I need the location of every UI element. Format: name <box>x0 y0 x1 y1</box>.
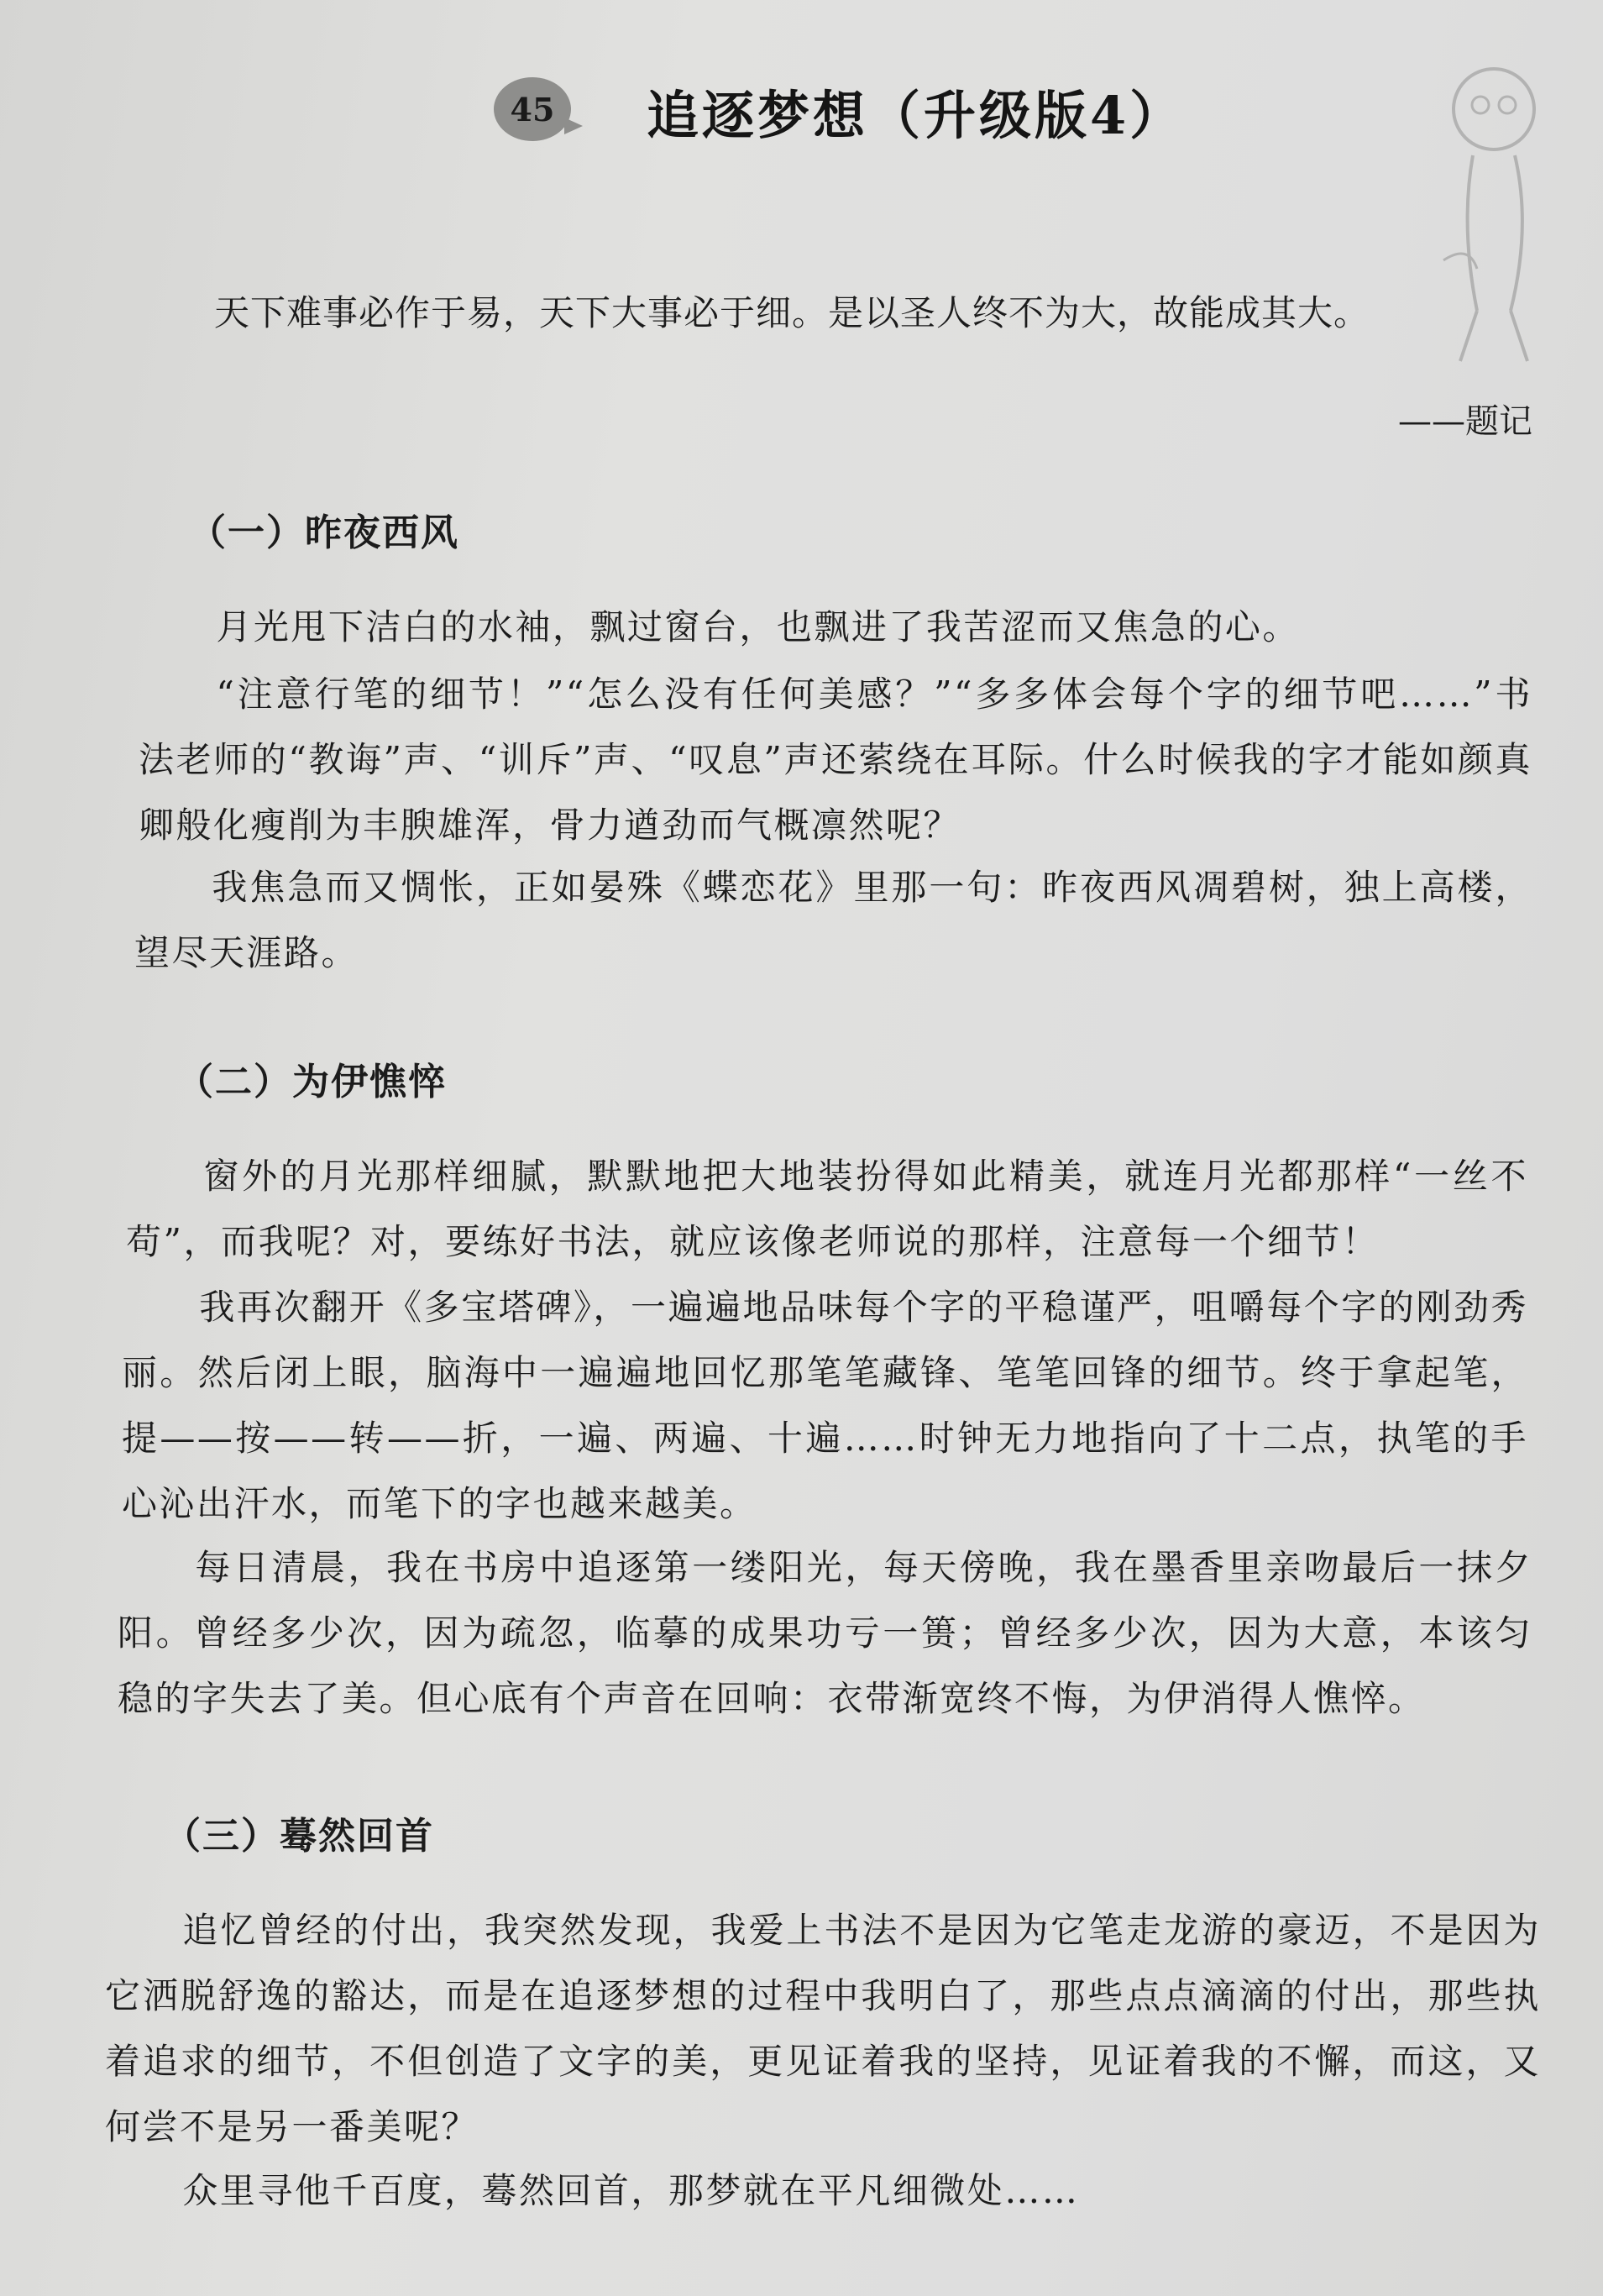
section-heading-1: （一）昨夜西风 <box>189 511 459 554</box>
section-3-paragraph-1: 追忆曾经的付出，我突然发现，我爱上书法不是因为它笔走龙游的豪迈，不是因为它洒脱舒逸的豁达，而是在追逐梦想的过程中我明白了，那些点点滴滴的付出，那些执着追求的细节，不但创造了文字的美，更见证着我的坚持，见证着我的不懈，而这，又何尝不是另一番美呢？ <box>105 1910 1541 2147</box>
section-2-paragraph-1: 窗外的月光那样细腻，默默地把大地装扮得如此精美，就连月光都那样“一丝不苟”，而我呢？对，要练好书法，就应该像老师说的那样，注意每一个细节！ <box>126 1156 1528 1262</box>
section-1-paragraph-3: 我焦急而又惆怅，正如晏殊《蝶恋花》里那一句：昨夜西风凋碧树，独上高楼，望尽天涯路。 <box>134 867 1532 973</box>
chapter-number: 45 <box>510 90 555 128</box>
section-heading-3: （三）蓦然回首 <box>164 1815 434 1858</box>
chapter-header <box>0 59 1603 160</box>
epigraph-text: 天下难事必作于易，天下大事必于细。是以圣人终不为大，故能成其大。 <box>214 292 1370 333</box>
section-3-paragraph-2: 众里寻他千百度，蓦然回首，那梦就在平凡细微处…… <box>182 2170 1080 2211</box>
section-2-paragraph-3: 每日清晨，我在书房中追逐第一缕阳光，每天傍晚，我在墨香里亲吻最后一抹夕阳。曾经多少次，因为疏忽，临摹的成果功亏一篑；曾经多少次，因为大意，本该匀稳的字失去了美。但心底有个声音在回响：衣带渐宽终不悔，为伊消得人憔悴。 <box>118 1547 1532 1719</box>
section-1-paragraph-2: “注意行笔的细节！”“怎么没有任何美感？”“多多体会每个字的细节吧……”书法老师的“教诲”声、“训斥”声、“叹息”声还萦绕在耳际。什么时候我的字才能如颜真卿般化瘦削为丰腴雄浑，骨力遒劲而气概凛然呢？ <box>139 674 1532 846</box>
chapter-number-badge <box>494 77 571 141</box>
section-1-paragraph-1: 月光甩下洁白的水袖，飘过窗台，也飘进了我苦涩而又焦急的心。 <box>216 606 1300 647</box>
chapter-title: 追逐梦想（升级版4） <box>647 85 1186 146</box>
epigraph-attribution: ——题记 <box>1398 402 1532 441</box>
section-heading-2: （二）为伊憔悴 <box>176 1061 447 1103</box>
section-2-paragraph-2: 我再次翻开《多宝塔碑》，一遍遍地品味每个字的平稳谨严，咀嚼每个字的刚劲秀丽。然后闭上眼，脑海中一遍遍地回忆那笔笔藏锋、笔笔回锋的细节。终于拿起笔，提——按——转——折，一遍、两遍、十遍……时钟无力地指向了十二点，执笔的手心沁出汗水，而笔下的字也越来越美。 <box>122 1287 1528 1524</box>
